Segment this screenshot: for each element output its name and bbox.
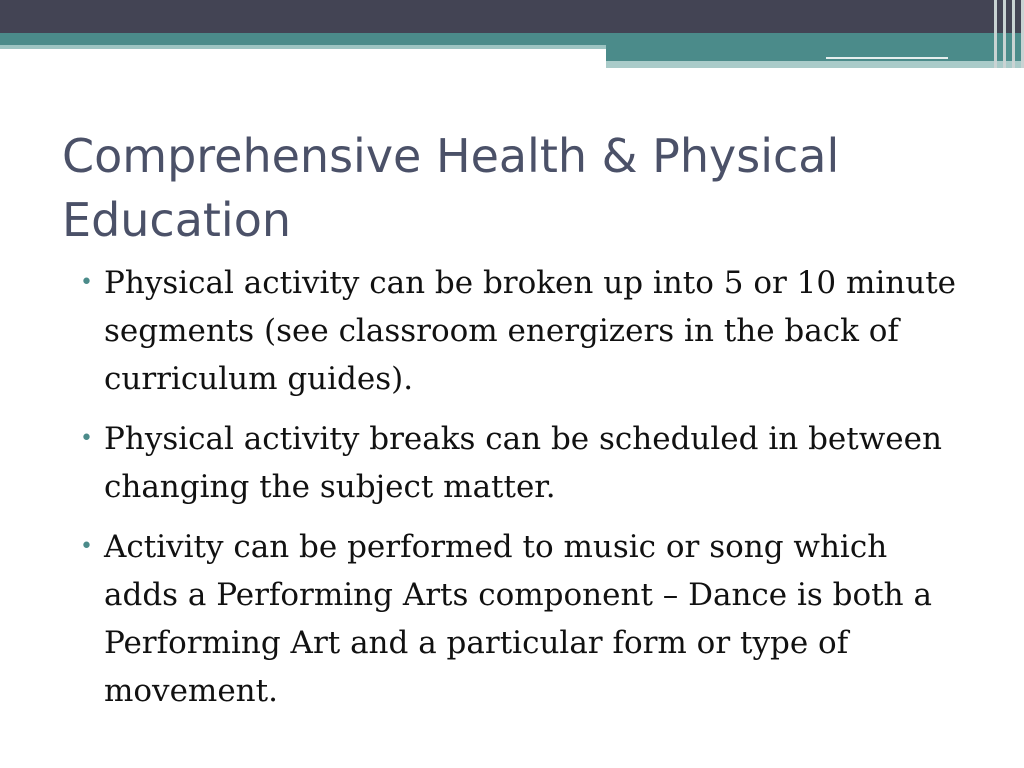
header-teal-step-light <box>606 61 1024 68</box>
stripe <box>1003 0 1006 68</box>
header-teal-light-strip <box>0 45 606 49</box>
header-accent-line <box>826 57 948 59</box>
bullet-item <box>76 259 956 403</box>
bullet-text: Physical activity can be broken up into 5 or 10 minute segments (see classroom energizers in the back of curriculum guides). <box>104 265 957 397</box>
slide-title: Comprehensive Health & Physical Education <box>62 129 840 247</box>
bullet-list <box>76 259 956 727</box>
bullet-item <box>76 415 956 511</box>
bullet-item <box>76 523 956 715</box>
header-right-stripes <box>994 0 1024 68</box>
bullet-dot-icon: • <box>80 426 93 451</box>
bullet-text: Physical activity breaks can be scheduled in between changing the subject matter. <box>104 421 942 505</box>
header-dark-band <box>0 0 1024 33</box>
bullet-dot-icon: • <box>80 270 93 295</box>
bullet-dot-icon: • <box>80 534 93 559</box>
bullet-text: Activity can be performed to music or song which adds a Performing Arts component – Dance is both a Performing Art and a particular form or type of movement. <box>104 529 932 709</box>
stripe <box>1012 0 1015 68</box>
stripe <box>994 0 997 68</box>
header-teal-band <box>0 33 1024 45</box>
